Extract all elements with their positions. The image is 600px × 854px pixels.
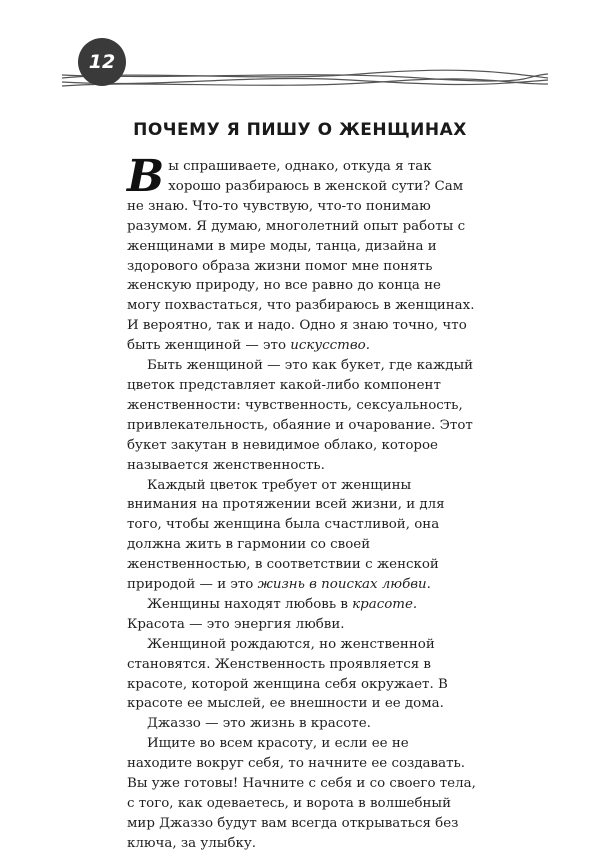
paragraph-2: Быть женщиной — это как букет, где каждый цветок представляет какой-либо компонент женственности: чувственность, сексуальность, привлекательность, обаяние и очарование. Этот букет закутан в невидимое облако, которое называется женственность. bbox=[127, 358, 474, 473]
paragraph-7: Ищите во всем красоту, и если ее не находите вокруг себя, то начните ее создавать. Вы уже готовы! Начните с себя и со своего тела, с того, как одеваетесь, и ворота в волшебный мир Джаззо будут вам всегда открываться без ключа, за улыбку. bbox=[127, 736, 476, 851]
drop-cap-letter: В bbox=[127, 151, 165, 202]
paragraph-5: Женщиной рождаются, но женственной становятся. Женственность проявляется в красоте, которой женщина себя окружает. В красоте ее мыслей, ее внешности и ее дома. bbox=[127, 636, 448, 712]
paragraph-1: Вы спрашиваете, однако, откуда я так хорошо разбираюсь в женской сути? Сам не знаю. Что-то чувствую, что-то понимаю разумом. Я думаю, многолетний опыт работы с женщинами в мире моды, танца, дизайна и здорового образа жизни помог мне понять женскую природу, но все равно до конца не могу похвастаться, что разбираюсь в женщинах. И вероятно, так и надо. Одно я знаю точно, что быть женщиной — это искусство. bbox=[127, 151, 475, 354]
chapter-title: ПОЧЕМУ Я ПИШУ О ЖЕНЩИНАХ bbox=[133, 120, 467, 140]
page-number-badge: 12 bbox=[78, 38, 126, 86]
paragraph-6: Джаззо — это жизнь в красоте. bbox=[147, 716, 371, 732]
page-header bbox=[0, 0, 600, 110]
paragraph-3: Каждый цветок требует от женщины внимания на протяжении всей жизни, и для того, чтобы женщина была счастливой, она должна жить в гармонии со своей женственностью, в соответствии с женской природой — и это жизнь в поисках любви. bbox=[127, 477, 445, 593]
body-text bbox=[127, 151, 477, 854]
paragraph-4: Женщины находят любовь в красоте. Красота — это энергия любви. bbox=[127, 596, 418, 632]
